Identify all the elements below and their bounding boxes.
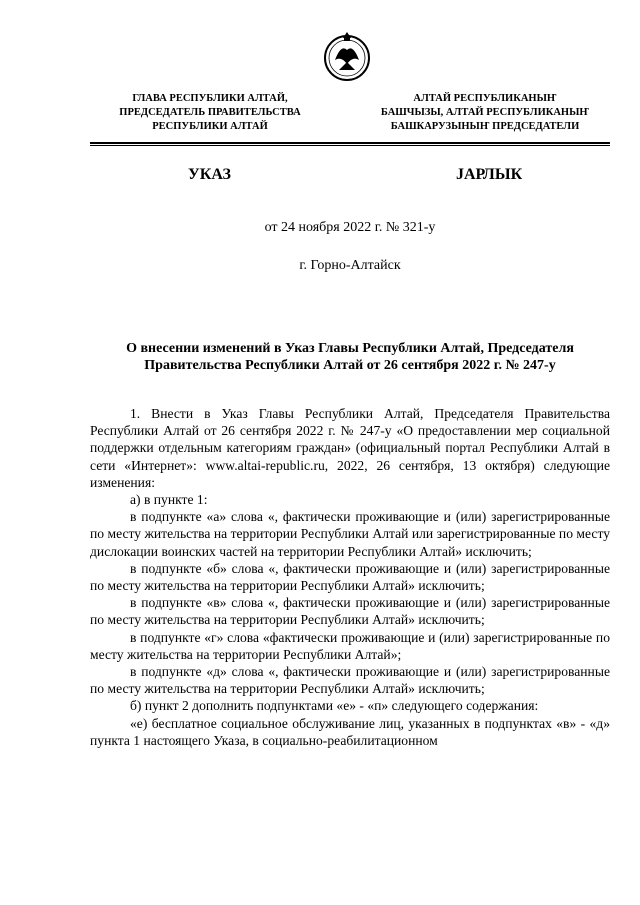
decree-title-alt: JАРЛЫК bbox=[456, 166, 523, 183]
body-paragraph: в подпункте «д» слова «, фактически проживающие и (или) зарегистрированные по месту жительства на территории Республики Алтай» исключить; bbox=[90, 664, 610, 697]
header-divider-thin bbox=[90, 145, 610, 146]
header-left-line: ПРЕДСЕДАТЕЛЬ ПРАВИТЕЛЬСТВА bbox=[119, 107, 301, 118]
subject-line: Правительства Республики Алтай от 26 сентября 2022 г. № 247-у bbox=[144, 358, 556, 373]
header-right-line: АЛТАЙ РЕСПУБЛИКАНЫҤ bbox=[413, 93, 557, 104]
header-right bbox=[370, 92, 600, 134]
body-paragraph: б) пункт 2 дополнить подпунктами «е» - «п» следующего содержания: bbox=[130, 698, 539, 714]
body-paragraph: в подпункте «б» слова «, фактически проживающие и (или) зарегистрированные по месту жительства на территории Республики Алтай» исключить; bbox=[90, 560, 610, 594]
decree-subject bbox=[90, 340, 610, 374]
decree-date: от 24 ноября 2022 г. № 321-у bbox=[264, 220, 436, 235]
body-paragraph: «е) бесплатное социальное обслуживание лиц, указанных в подпунктах «в» - «д» пункта 1 настоящего Указа, в социально-реабилитационном bbox=[90, 715, 610, 748]
header-left bbox=[100, 92, 320, 134]
header-divider bbox=[90, 142, 610, 144]
coat-of-arms-icon bbox=[323, 30, 371, 82]
body-paragraph: 1. Внести в Указ Главы Республики Алтай, Председателя Правительства Республики Алтай от 26 сентября 2022 г. № 247-у «О предоставлении мер социальной поддержки отдельным категориям граждан» (официальный портал Республики Алтай в сети «Интернет»: www.altai-republic.ru, 2022, 26 сентября, 13 октября) следующие изменения: bbox=[90, 406, 610, 490]
decree-body bbox=[90, 405, 610, 749]
body-paragraph: в подпункте «г» слова «фактически проживающие и (или) зарегистрированные по месту жительства на территории Республики Алтай»; bbox=[90, 629, 610, 662]
header-right-line: БАШЧЫЗЫ, АЛТАЙ РЕСПУБЛИКАНЫҤ bbox=[380, 107, 590, 118]
body-paragraph: а) в пункте 1: bbox=[130, 492, 208, 508]
body-paragraph: в подпункте «в» слова «, фактически проживающие и (или) зарегистрированные по месту жительства на территории Республики Алтай» исключить; bbox=[90, 595, 610, 628]
header-right-line: БАШКАРУЗЫНЫҤ ПРЕДСЕДАТЕЛИ bbox=[390, 121, 580, 132]
subject-line: О внесении изменений в Указ Главы Республики Алтай, Председателя bbox=[126, 341, 574, 356]
header-left-line: ГЛАВА РЕСПУБЛИКИ АЛТАЙ, bbox=[132, 93, 288, 104]
decree-title-ru: УКАЗ bbox=[188, 166, 231, 183]
decree-city: г. Горно-Алтайск bbox=[299, 258, 401, 273]
header-left-line: РЕСПУБЛИКИ АЛТАЙ bbox=[152, 121, 268, 132]
body-paragraph: в подпункте «а» слова «, фактически проживающие и (или) зарегистрированные по месту жительства на территории Республики Алтай или зарегистрированные по месту дислокации воинских частей на территории Республики Алтай» исключить; bbox=[90, 509, 610, 559]
